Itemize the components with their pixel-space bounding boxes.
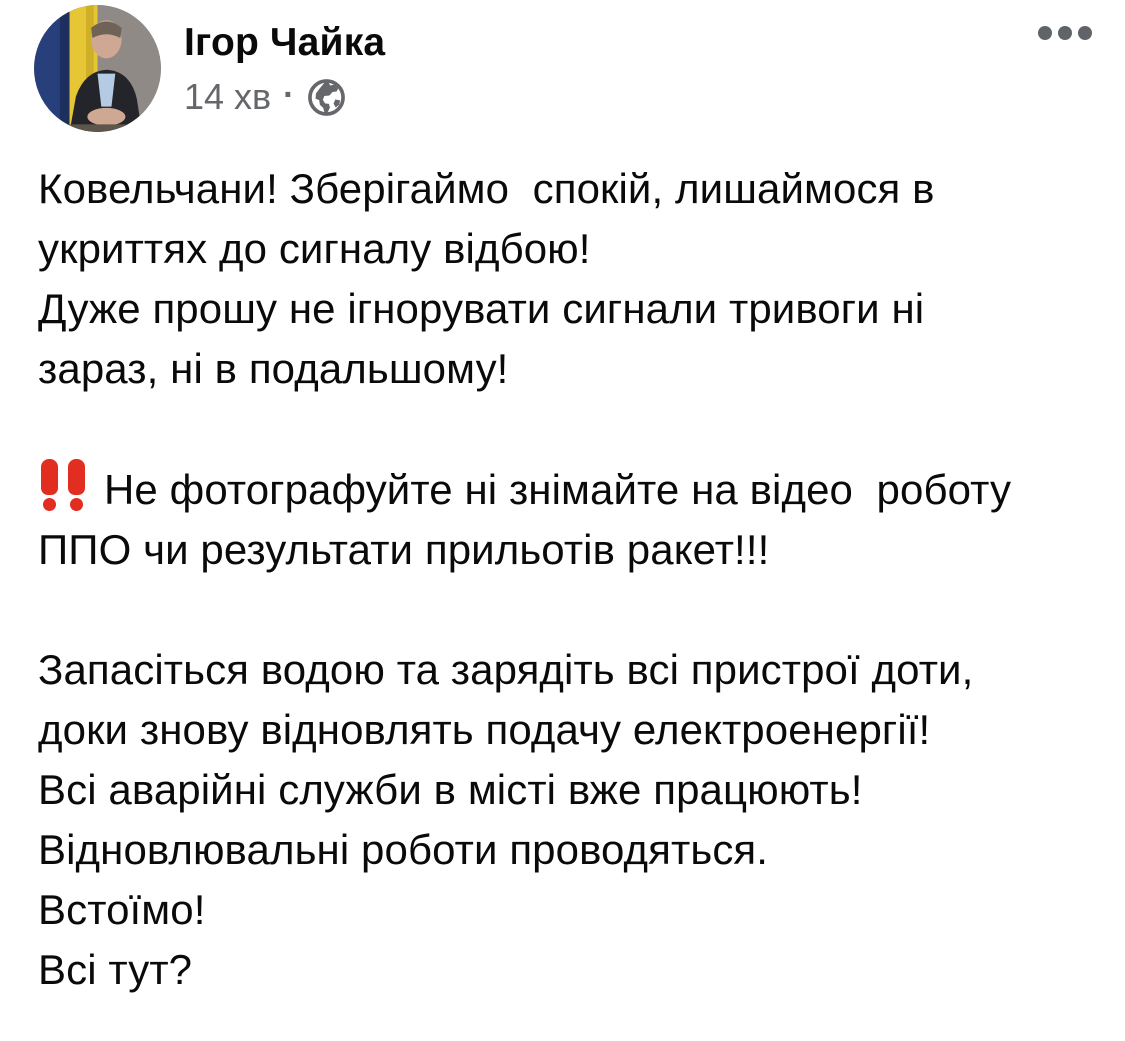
post-text-line [38,640,1095,700]
more-options-button[interactable] [1032,14,1098,52]
post-text: Відновлювальні роботи проводяться. [38,826,769,873]
post-text-line [38,279,1095,339]
post-text-line [38,820,1095,880]
post-content [0,159,1125,1000]
avatar[interactable] [34,5,161,132]
post-text: Запасіться водою та зарядіть всі пристрої доти, [38,646,974,693]
ellipsis-icon [1038,26,1092,40]
post-blank-line [38,580,1095,640]
globe-icon [307,78,346,117]
post-text-line [38,219,1095,279]
post-text-line [38,159,1095,219]
post-header [0,0,1125,132]
post-text-line [38,880,1095,940]
post-text-line [38,940,1095,1000]
post-text-line [38,520,1095,580]
post-text: Дуже прошу не ігнорувати сигнали тривоги ні [38,285,925,332]
post-text-line [38,459,1095,520]
post-text: Не фотографуйте ні знімайте на відео роботу [104,466,1012,513]
post-text: укриттях до сигналу відбою! [38,225,591,272]
post-text-line [38,700,1095,760]
post-text: Всі тут? [38,946,193,993]
post-text-line [38,760,1095,820]
post-blank-line [38,399,1095,459]
post-timestamp[interactable]: 14 хв [184,76,272,118]
meta-separator-dot: · [283,76,295,115]
post-meta [184,78,385,117]
post-text: доки знову відновлять подачу електроенергії! [38,706,931,753]
post-text-line [38,339,1095,399]
author-name[interactable]: Ігор Чайка [184,21,386,64]
post-text: ППО чи результати прильотів ракет!!! [38,526,770,573]
post-text: зараз, ні в подальшому! [38,345,509,392]
header-meta [184,5,385,117]
post-text: Встоїмо! [38,886,206,933]
avatar-photo [34,5,161,132]
post-text: Ковельчани! Зберігаймо спокій, лишаймося в [38,165,935,212]
double-exclamation-emoji [38,459,100,511]
post-text: Всі аварійні служби в місті вже працюють! [38,766,863,813]
